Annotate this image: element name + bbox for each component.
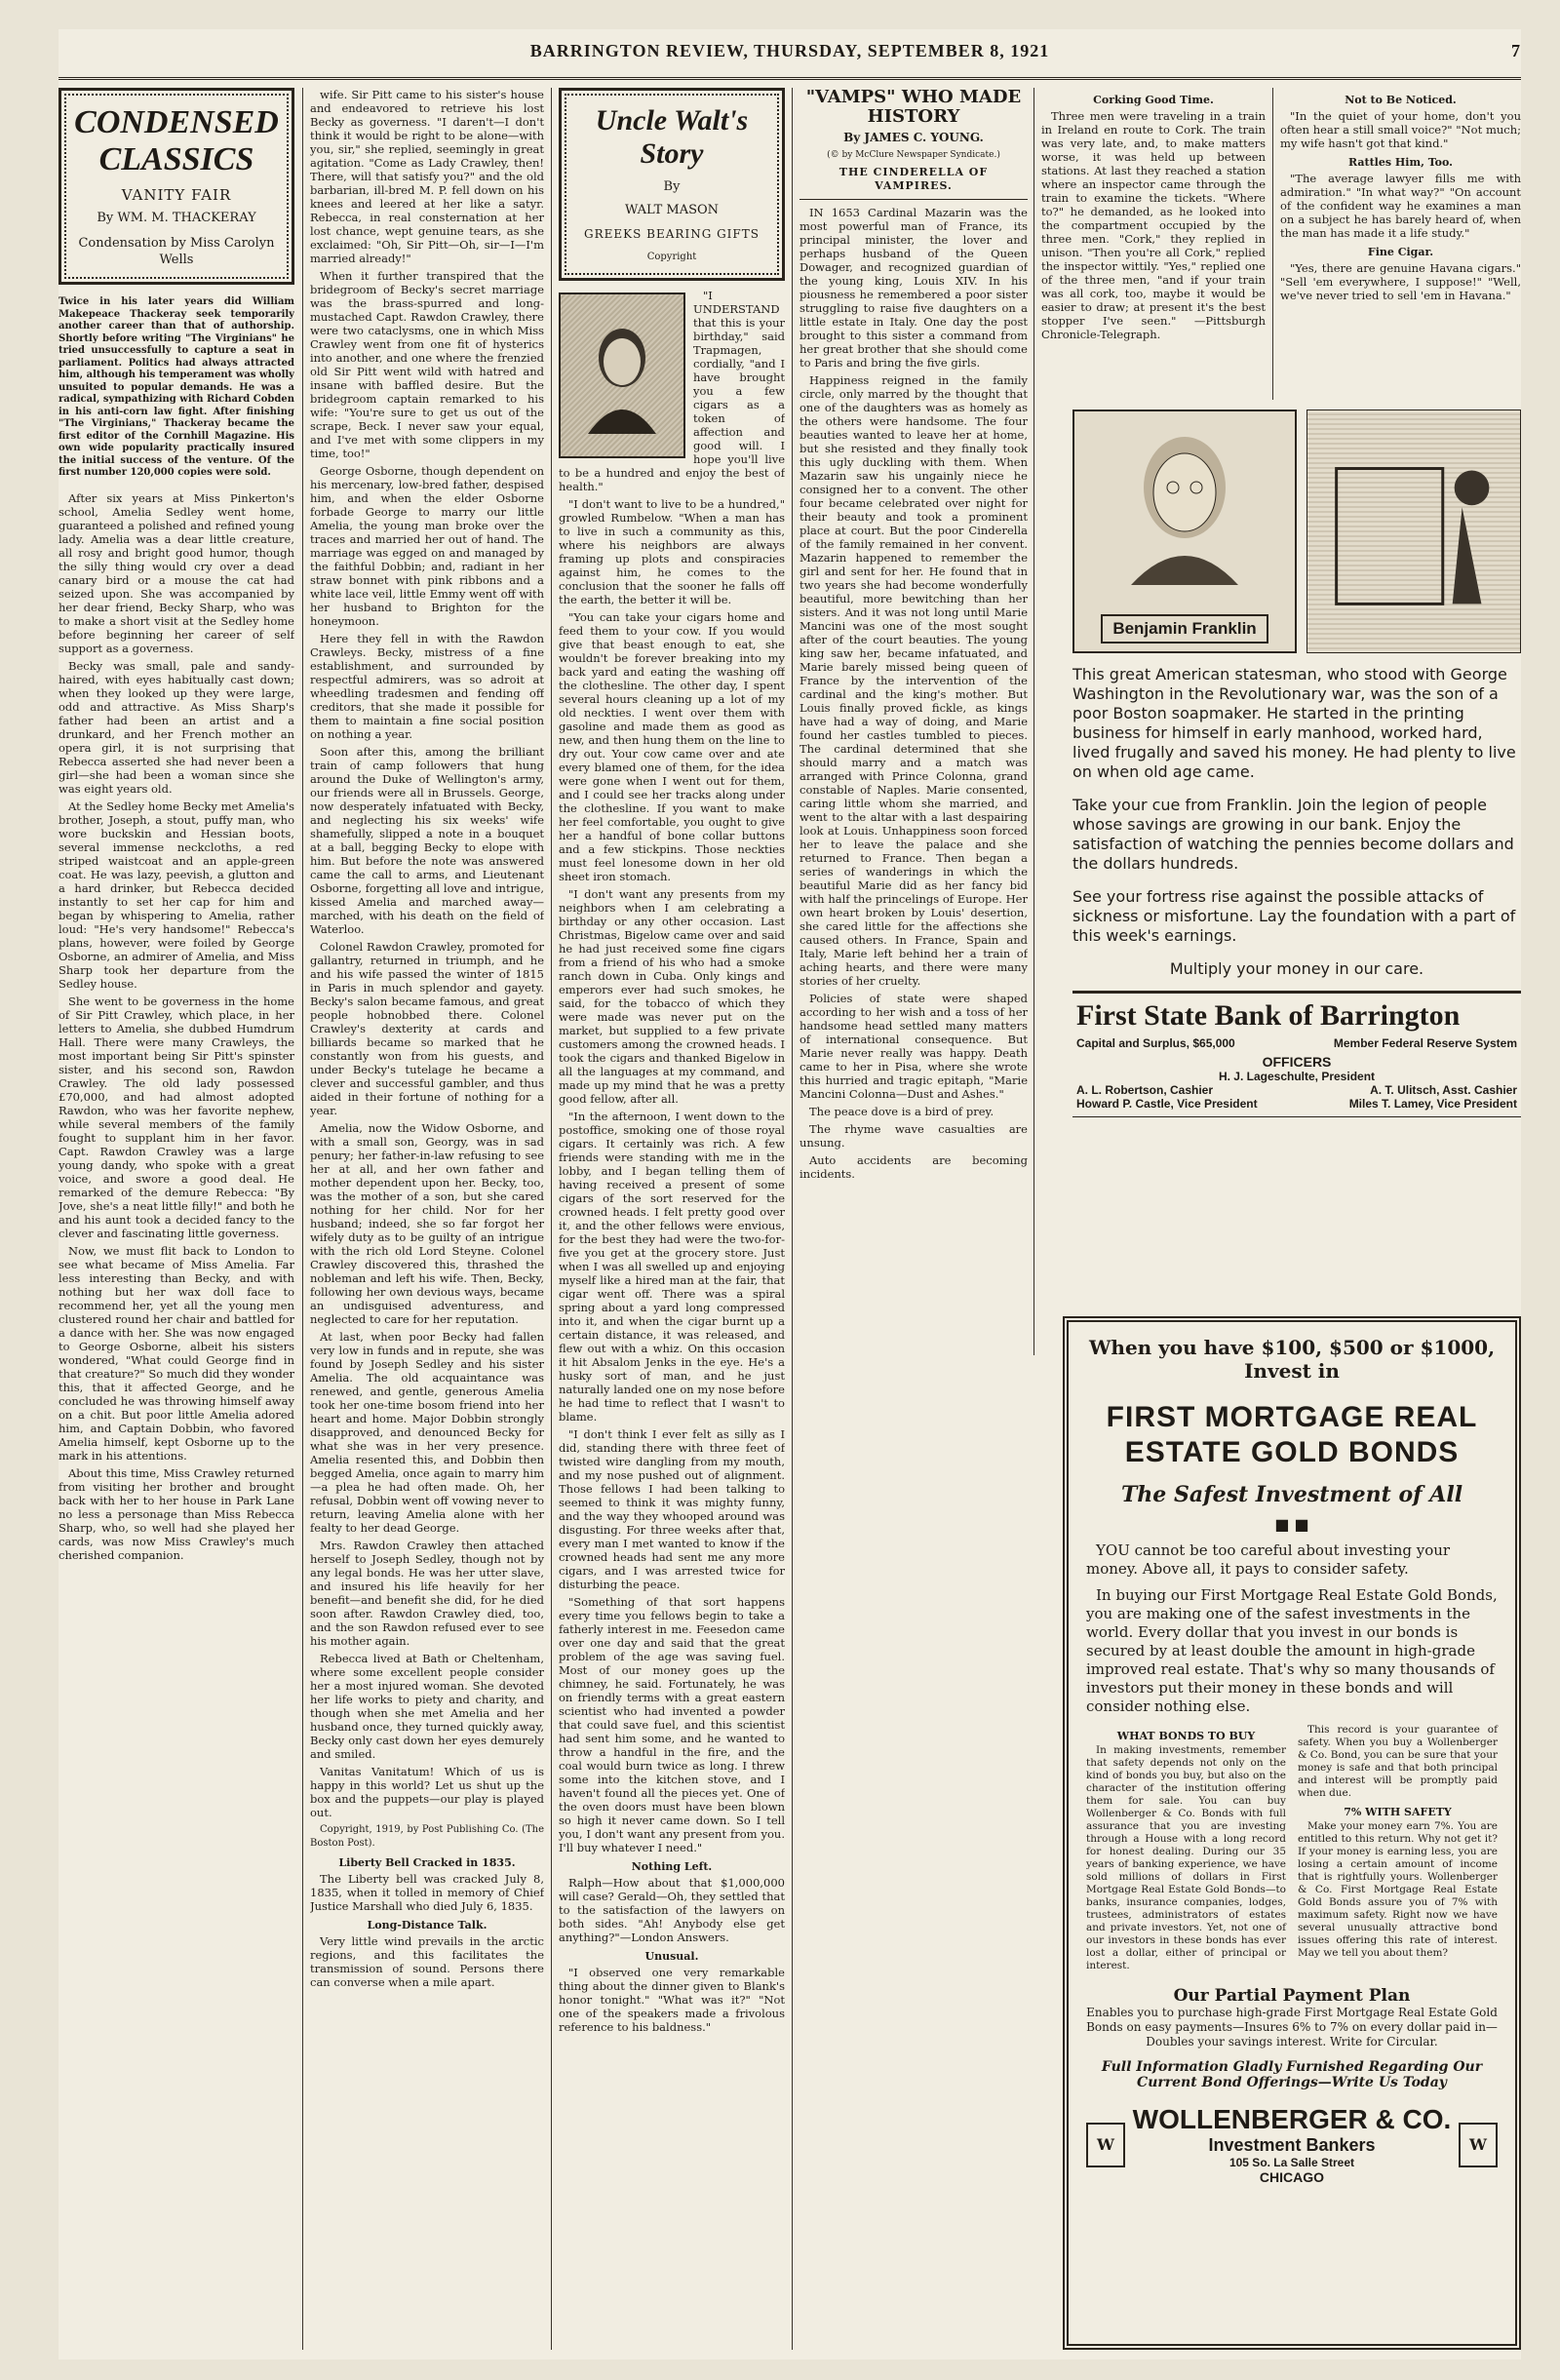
bank-capital-row: [1076, 1036, 1517, 1050]
vamps-title: "VAMPS" WHO MADE HISTORY: [805, 88, 1022, 127]
liberty-bell-headline: Liberty Bell Cracked in 1835.: [338, 1856, 516, 1869]
bank-name: First State Bank of Barrington: [1076, 999, 1461, 1032]
column-rule: [302, 88, 303, 2350]
bond-tagline: The Safest Investment of All: [1120, 1482, 1463, 1507]
firm-block: [1133, 2104, 1452, 2185]
firm-shield-icon: W: [1459, 2123, 1498, 2167]
vamps-author: By JAMES C. YOUNG.: [843, 131, 984, 144]
franklin-portrait: [1072, 410, 1297, 653]
bond-title: FIRST MORTGAGE REAL ESTATE GOLD BONDS: [1106, 1401, 1478, 1468]
walt-subtitle: GREEKS BEARING GIFTS: [584, 227, 760, 241]
vamps-copyright: (© by McClure Newspaper Syndicate.): [827, 150, 1000, 160]
corking-text: Three men were traveling in a train in Ireland en route to Cork. The train was very late, and, to make matters worse, it was held up between stations. At last they reached a station where an inspector came through the train to examine the tickets. "Where to?" he demanded, as he looked into the compartment occupied by the three men. "Cork," they replied in unison. "Then you're all Cork," replied the inspector wittily. "Yes," replied one of the three men, "and if your train was all cork, too, maybe it would be easier to draw; at present it's the best stopper I've seen." —Pittsburgh Chronicle-Telegraph.: [1041, 109, 1266, 341]
bond-lead: When you have $100, $500 or $1000, Invest in: [1088, 1336, 1496, 1383]
what-bonds-headline: WHAT BONDS TO BUY: [1116, 1730, 1256, 1742]
bank-advertisement: [1072, 410, 1521, 1307]
bank-officer: Miles T. Lamey, Vice President: [1348, 1097, 1517, 1111]
bank-officer: A. L. Robertson, Cashier: [1076, 1083, 1214, 1097]
bank-officers-row: [1076, 1083, 1517, 1097]
ornament-icon: ■ ■: [1274, 1515, 1309, 1534]
newspaper-page: [58, 29, 1521, 2360]
walt-by: By: [663, 179, 681, 194]
column-classics-continued: [310, 88, 544, 2350]
classics-paragraph: She went to be governess in the home of Sir Pitt Crawley, which place, in her letters to Amelia, she dubbed Humdrum Hall. There were many Crawleys, the most important being Sir Pitt's spinster sister, and his second son, Rawdon Crawley. The old lady possessed £70,000, and had almost adopted Rawdon, who was her favorite nephew, while several members of the family fought to supplant him in her favor. Capt. Rawdon Crawley was a large young dandy, who spoke with a great voice, and swore a good deal. He remarked of the demure Rebecca: "By Jove, she's a neat little filly!" and both he and his aunt took a decided fancy to the clever and fascinating little governess.: [58, 994, 294, 1240]
franklin-portrait-icon: [1112, 419, 1258, 585]
bond-details-left: [1086, 1724, 1286, 1976]
classics-paragraph: wife. Sir Pitt came to his sister's house and endeavored to retrieve his lost Becky as governess. "I daren't—I don't think it would be right to be alone—with you, sir," she replied, seemingly in great agitation. "Come as Lady Crawley, then! There, will that satisfy you?" and the old barbarian, ill-bred M. P. fell down on his knees and leered at her like a satyr. Rebecca, in real consternation at her lost chance, wept genuine tears, as she exclaimed: "Oh, Sir Pitt—Oh, sir—I—I'm married already!": [310, 88, 544, 265]
classics-paragraph: Amelia, now the Widow Osborne, and with a small son, Georgy, was in sad penury; her father-in-law refusing to see her at all, and her own father and mother dependent upon her. Becky, too, was the mother of a son, but she cared nothing for her child. Nor for her husband; indeed, she so far forgot her wifely duty as to be guilty of an intrigue with the rich old Lord Steyne. Colonel Crawley discovered this, thrashed the nobleman and left his wife. Then, Becky, following her own devious ways, became an undisguised adventuress, and neglected to care for her reputation.: [310, 1121, 544, 1326]
bank-nameplate: [1072, 991, 1521, 1117]
classics-intro: Twice in his later years did William Makepeace Thackeray seek temporarily another career than that of authorship. Shortly before writing "The Virginians" he tried unsuccessfully to capture a seat in parliament. Politics had always attracted him, although his temperament was wholly unsuited to popular demands. He was a radical, sympathizing with Richard Cobden in his anti-corn law fight. After finishing "The Virginians," Thackeray became the first editor of the Cornhill Magazine. His own wide popularity practically insured the initial success of the venture. Of the first number 120,000 copies were sold.: [58, 296, 294, 478]
column-vamps: [800, 88, 1028, 1355]
bank-ad-images: [1072, 410, 1521, 653]
not-noticed-text: "In the quiet of your home, don't you often hear a still small voice?" "Not much; my wife hasn't got that kind.": [1280, 109, 1521, 150]
bank-officers-row: [1076, 1097, 1517, 1111]
column-rule: [551, 88, 552, 2350]
condensed-classics-box: [58, 88, 294, 285]
walt-paragraph: "I don't think I ever felt as silly as I did, standing there with three feet of twisted wire dangling from my mouth, and my nose pushed out of alignment. Those fellows I had been talking to seemed to think it was mighty funny, and the way they whooped around was disgusting. For three weeks after that, every man I met wanted to know if the crowned heads had sent me any more cigars, and I was arrested twice for disturbing the peace.: [559, 1427, 785, 1591]
uncle-walt-title: Uncle Walt's Story: [595, 104, 749, 170]
page-number: 7: [1511, 41, 1521, 60]
vamps-header: [800, 88, 1028, 200]
seven-percent-headline: 7% WITH SAFETY: [1344, 1806, 1452, 1818]
column-uncle-walt: [559, 88, 785, 2350]
guarantee-text: This record is your guarantee of safety. When you buy a Wollenberger & Co. Bond, you can be sure that your money is safe and that both principal and interest will be promptly paid when due.: [1298, 1724, 1498, 1799]
corking-headline: Corking Good Time.: [1093, 94, 1214, 106]
column-corking: [1041, 88, 1266, 400]
bank-copy-1: This great American statesman, who stood with George Washington in the Revolutionary war, was the son of a poor Boston soapmaker. He started in the printing business for himself in early manhood, worked hard, lived frugally and saved his money. He had plenty to live on when old age came.: [1072, 665, 1516, 781]
firm-sub: Investment Bankers: [1208, 2135, 1376, 2155]
column-condensed-classics: [58, 88, 294, 2350]
what-bonds-text: In making investments, remember that safety depends not only on the kind of bonds you buy, but also on the character of the institution offering them for sale. You can buy Wollenberger & Co. Bonds with full assurance that you are investing through a House with a long record for honest dealing. During our 35 years of banking experience, we have sold millions of dollars in First Mortgage Real Estate Gold Bonds—to banks, insurance companies, lodges, trustees, administrators of estates and private investors. Yet, not one of our investors in these bonds has ever lost a dollar, either of principal or interest.: [1086, 1744, 1286, 1971]
filler-line: The peace dove is a bird of prey.: [809, 1105, 994, 1118]
firm-city: CHICAGO: [1259, 2169, 1325, 2185]
bond-details-right: [1298, 1724, 1498, 1976]
masthead-title: BARRINGTON REVIEW, THURSDAY, SEPTEMBER 8, 1921: [529, 41, 1050, 60]
portrait-icon: [578, 317, 666, 434]
column-rule: [1272, 88, 1273, 400]
partial-payment-text: Enables you to purchase high-grade First Mortgage Real Estate Gold Bonds on easy payments—Insures 6% to 7% on every dollar paid in—Doubles your savings interest. Write for Circular.: [1086, 2006, 1498, 2048]
fine-cigar-headline: Fine Cigar.: [1367, 246, 1434, 258]
walt-paragraph: "In the afternoon, I went down to the postoffice, smoking one of those royal cigars. It certainly was rich. A few friends were standing with me in the lobby, and I began telling them of having received a present of some cigars of the sort reserved for the crowned heads. I felt pretty good over it, and the other fellows were envious, for the best they had were the two-for-five you get at the grocery store. Just when I was all swelled up and enjoying myself like a hired man at the fair, that cigar went off. There was a spiral spring about a yard long compressed into it, and when the cigar burnt up a certain distance, it was released, and flew out with a whiz. On this occasion it hit Absalom Jenks in the eye. He's a husky sort of man, and he just naturally landed one on my nose before he had time to reflect that I wasn't to blame.: [559, 1110, 785, 1424]
masthead: [58, 41, 1521, 80]
classics-paragraph: Vanitas Vanitatum! Which of us is happy in this world? Let us shut up the box and the puppets—our play is played out.: [310, 1765, 544, 1819]
walt-paragraph: "You can take your cigars home and feed them to your cow. If you would give that beast enough to eat, she wouldn't be forever breaking into my back yard and eating the washing off the clothesline. The other day, I spent several hours cleaning up a lot of my old neckties. I went over them with gasoline and made them as good as new, and then hung them on the line to dry out. Your cow came over and ate every blamed one of them, for the idea were gone when I went out for them, and I could see her tracks along under the clothesline. If you want to make her feel comfortable, you ought to give her a handful of bone collar buttons and a few stickpins. Those neckties must feel lonesome down in her old sheet iron stomach.: [559, 610, 785, 883]
filler-line: The rhyme wave casualties are unsung.: [800, 1122, 1028, 1150]
classics-author: By WM. M. THACKERAY: [97, 211, 256, 225]
bond-paragraph: In buying our First Mortgage Real Estate Gold Bonds, you are making one of the safest investments in the world. Every dollar that you invest in our bonds is secured by at least double the amount in high-grade improved real estate. That's why so many thousands of investors put their money in these bonds and will consider nothing else.: [1086, 1586, 1498, 1715]
firm-shield-icon: W: [1086, 2123, 1125, 2167]
classics-paragraph: Now, we must flit back to London to see what became of Miss Amelia. Far less interesting than Becky, and with nothing but her wax doll face to recommend her, yet all the young men clustered round her chair and battled for a dance with her. She was now engaged to George Osborne, albeit his sisters wondered, "What could George find in that creature?" So much did they wonder this, that it affected George, and he concluded he was throwing himself away on a chit. But poor little Amelia adored him, and Captain Dobbin, who favored Amelia himself, kept Osborne up to the mark in his attentions.: [58, 1243, 294, 1463]
unusual-text: "I observed one very remarkable thing about the dinner given to Blank's honor tonight." "What was it?" "Not one of the speakers made a frivolous reference to his baldness.": [559, 1966, 785, 2034]
bond-cta: Full Information Gladly Furnished Regarding Our Current Bond Offerings—Write Us Today: [1101, 2059, 1483, 2090]
classics-paragraph: When it further transpired that the bridegroom of Becky's secret marriage was the brass-spurred and long-mustached Capt. Rawdon Crawley, there were two cataclysms, one in which Miss Crawley went from one fit of hysterics into another, and one where the frenzied old Sir Pitt went wild with hatred and insane with baffled desire. But the bridegroom captain remarked to his wife: "You're sure to get us out of the scrape, Beck. I never saw your equal, and I've met with some clippers in my time, too!": [310, 269, 544, 460]
classics-paragraph: Rebecca lived at Bath or Cheltenham, where some excellent people consider her a most injured woman. She devoted her life works to piety and charity, and though when she met Amelia and her husband once, they turned quickly away, Becky only cast down her eyes demurely and smiled.: [310, 1652, 544, 1761]
liberty-bell-text: The Liberty bell was cracked July 8, 1835, when it tolled in memory of Chief Justice Marshall who died July 6, 1835.: [310, 1872, 544, 1913]
column-rule: [792, 88, 793, 2350]
classics-paragraph: Mrs. Rawdon Crawley then attached herself to Joseph Sedley, though not by any legal bonds. He was her utter slave, and insured his life heavily for her benefit—and benefit she did, for he died soon after. Rawdon Crawley died, too, and the son Rawdon refused ever to see his mother again.: [310, 1539, 544, 1648]
printing-press-icon: [1307, 410, 1520, 652]
filler-line: Auto accidents are becoming incidents.: [800, 1153, 1028, 1181]
printing-press-illustration: [1306, 410, 1521, 653]
classics-paragraph: Here they fell in with the Rawdon Crawleys. Becky, mistress of a fine establishment, and surrounded by respectful admirers, was so adroit at wheedling tradesmen and fending off creditors, that she made it possible for them to maintain a fine social position on nothing a year.: [310, 632, 544, 741]
walt-paragraph: "I UNDERSTAND that this is your birthday," said Trapmagen, cordially, "and I have brought you a few cigars as a token of affection and good will. I hope you'll live to be a hundred and enjoy the best of health.": [559, 289, 785, 493]
bond-details: [1086, 1724, 1498, 1976]
not-noticed-headline: Not to Be Noticed.: [1345, 94, 1457, 106]
unusual-headline: Unusual.: [644, 1950, 699, 1963]
bank-copy-2: Take your cue from Franklin. Join the legion of people whose savings are growing in our bank. Enjoy the satisfaction of watching the pennies become dollars and the dollars hundreds.: [1072, 796, 1514, 873]
walt-paragraph: "Something of that sort happens every time you fellows begin to take a fatherly interest in me. Feesedon came over one day and said that the great problem of the age was saving fuel. Most of our money goes up the chimney, he said. Fortunately, he was on friendly terms with a great eastern scientist who had invented a powder that could save fuel, and this scientist had sent him some, and he wanted to throw a handful in the fire, and the coal would burn twice as long. I threw some into the kitchen stove, and I haven't found all the pieces yet. One of the oven doors must have been blown so high it never came down. So I tell you, I don't want any present from you. I'll buy whatever I need.": [559, 1595, 785, 1854]
classics-paragraph: Becky was small, pale and sandy-haired, with eyes habitually cast down; when they looked up they were large, odd and attractive. As Miss Sharp's father had been an artist and a drunkard, and her French mother an opera girl, it is not surprising that Rebecca asserted she had never been a girl—she had been a woman since she was eight years old.: [58, 658, 294, 796]
nothing-left-text: Ralph—How about that $1,000,000 will case? Gerald—Oh, they settled that to the satisfaction of the lawyers on both sides. "Ah! Anybody else get anything?"—London Answers.: [559, 1876, 785, 1944]
fine-cigar-text: "Yes, there are genuine Havana cigars." "Sell 'em everywhere, I suppose!" "Well, we've never tried to sell 'em in Havana.": [1280, 261, 1521, 302]
walt-paragraph: "I don't want to live to be a hundred," growled Rumbelow. "When a man has to live in such a community as this, where his neighbors are always framing up plots and conspiracies against him, he comes to the conclusion that the sooner he falls off the earth, the better it will be.: [559, 497, 785, 606]
bank-copy: [1072, 665, 1521, 979]
uncle-walt-box: [559, 88, 785, 281]
rattles-headline: Rattles Him, Too.: [1348, 156, 1453, 169]
seven-percent-text: Make your money earn 7%. You are entitled to this return. Why not get it? If your money is earning less, you are losing a certain amount of income that is rightfully yours. Wollenberger & Co. First Mortgage Real Estate Gold Bonds assure you of 7% with maximum safety. Right now we have several unusually attractive bond issues offering this rate of interest. May we tell you about them?: [1298, 1820, 1498, 1959]
walt-mason-portrait: [559, 293, 685, 458]
walt-paragraph: "I don't want any presents from my neighbors when I am celebrating a birthday or any other occasion. Last Christmas, Bigelow came over and said he had just received some fine cigars from a friend of his who had a smoke ranch down in Cuba. Only kings and emperors ever had such smokes, he said, for the tobacco of which they were made was never put on the market, but supplied to a few private customers among the crowned heads. I took the cigars and thanked Bigelow in all the languages at my command, and made up my mind that he was a pretty good fellow, after all.: [559, 887, 785, 1106]
classics-paragraph: Colonel Rawdon Crawley, promoted for gallantry, returned in triumph, and he and his wife passed the winter of 1815 in Paris in much splendor and gayety. Becky's salon became famous, and great people hobnobbed there. Colonel Crawley's dexterity at cards and billiards became so marked that he constantly won from his guests, and under Becky's tutelage he became a clever and successful gambler, and thus aided in their fortune of nothing for a year.: [310, 940, 544, 1117]
franklin-label: Benjamin Franklin: [1101, 614, 1268, 644]
nothing-left-headline: Nothing Left.: [631, 1860, 713, 1873]
bank-copy-4: Multiply your money in our care.: [1169, 959, 1424, 978]
classics-copyright: Copyright, 1919, by Post Publishing Co. (The Boston Post).: [310, 1824, 544, 1849]
vamps-paragraph: IN 1653 Cardinal Mazarin was the most powerful man of France, its principal minister, the lover and perhaps husband of the Queen Dowager, and recognized guardian of the young king, Louis XIV. In his piousness he remembered a poor sister struggling to raise five daughters on a little estate in Italy. One day the post brought to this sister a command from her great brother that she should come to Paris and bring the five girls.: [800, 206, 1028, 370]
long-distance-headline: Long-Distance Talk.: [367, 1919, 488, 1931]
firm-name: WOLLENBERGER & CO.: [1132, 2104, 1452, 2134]
bank-capital: Capital and Surplus, $65,000: [1076, 1036, 1235, 1050]
column-shorts: [1280, 88, 1521, 400]
firm-address: 105 So. La Salle Street: [1228, 2156, 1355, 2169]
classics-subtitle: VANITY FAIR: [121, 186, 232, 204]
classics-paragraph: At the Sedley home Becky met Amelia's brother, Joseph, a stout, puffy man, who wore buckskin and Hessian boots, several immense neckcloths, a red striped waistcoat and an apple-green coat. He was lazy, peevish, a glutton and a hard drinker, but Rebecca decided instantly to set her cap for him and began by whispering to Amelia, rather loud: "He's very handsome!" Rebecca's plans, however, were foiled by George Osborne, an admirer of Amelia, and Miss Sharp took her departure from the Sedley house.: [58, 799, 294, 991]
bank-officer: Howard P. Castle, Vice President: [1076, 1097, 1258, 1111]
classics-paragraph: George Osborne, though dependent on his mercenary, low-bred father, despised him, and when the elder Osborne forbade George to marry our little Amelia, the young man broke over the traces and married her out of hand. The marriage was egged on and managed by the faithful Dobbin; and, radiant in her straw bonnet with pink ribbons and a white lace veil, little Emmy went off with her husband to Brighton for the honeymoon.: [310, 464, 544, 628]
bank-officer: A. T. Ulitsch, Asst. Cashier: [1370, 1083, 1517, 1097]
bank-officers-head: OFFICERS: [1262, 1054, 1332, 1070]
firm-signature: [1086, 2104, 1498, 2185]
long-distance-text: Very little wind prevails in the arctic regions, and this facilitates the transmission of sound. Persons there can converse when a mile apart.: [310, 1934, 544, 1989]
rattles-text: "The average lawyer fills me with admiration." "In what way?" "On account of the confident way he examines a man on a subject he has barely heard of, when the man has made it a life study.": [1280, 172, 1521, 240]
classics-paragraph: Soon after this, among the brilliant train of camp followers that hung around the Duke of Wellington's army, our friends were all in Brussels. George, now desperately infatuated with Becky, and neglecting his six weeks' wife shamefully, slipped a note in a bouquet at a ball, begging Becky to elope with him. But before the note was answered came the call to arms, and Lieutenant Osborne, forgetting all love and intrigue, kissed Amelia and marched away—marched, with his death on the field of Waterloo.: [310, 745, 544, 936]
bank-officer: H. J. Lageschulte, President: [1218, 1070, 1376, 1083]
bank-copy-3: See your fortress rise against the possible attacks of sickness or misfortune. Lay the foundation with a part of this week's earnings.: [1072, 887, 1516, 945]
classics-paragraph: About this time, Miss Crawley returned from visiting her brother and brought back with her to her house in Park Lane no less a personage than Miss Rebecca Sharp, who, so well had she played her cards, was now Miss Crawley's much cherished companion.: [58, 1465, 294, 1562]
walt-copyright: Copyright: [646, 252, 697, 262]
condensed-classics-title: CONDENSED CLASSICS: [74, 104, 279, 177]
vamps-paragraph: Policies of state were shaped according to her wish and a toss of her handsome head settled many matters of international consequence. But Marie never really was happy. Death came to her in Pisa, where she wrote this hurried and tragic epitaph, "Marie Mancini Colonna—Dust and Ashes.": [800, 992, 1028, 1101]
bond-paragraph: YOU cannot be too careful about investing your money. Above all, it pays to consider safety.: [1086, 1541, 1451, 1578]
vamps-paragraph: Happiness reigned in the family circle, only marred by the thought that one of the daughters was as homely as the others were handsome. The four beauties wanted to leave her at home, but she resisted and they finally took this ugly duckling with them. When Mazarin saw his ungainly niece he consigned her to a convent. The other four became celebrated over night for their beauty and took a prominent place at court. But the poor Cinderella of the family remained in her convent. Mazarin happened to remember the girl and sent for her. He found that in two years she had become wonderfully beautiful, more bewitching than her sisters. And it was not long until Marie Mancini was one of the most sought after of the court beauties. The young king saw her, became infatuated, and Marie barely missed being queen of France by the intervention of the cardinal and the king's mother. But Louis finally proved fickle, as kings have had a way of doing, and Marie found her castles tumbled to pieces. The cardinal determined that she should marry and a match was arranged with Prince Colonna, grand constable of Naples. Marie consented, caring little whom she married, and went to the altar with a last despairing look at Louis. Unhappiness soon forced her to leave the palace and she returned to France. Then began a series of wanderings in which the beautiful Marie did as her fancy bid with half the princelings of Europe. Her own heart broken by Louis' desertion, she cared little for the affections she caused others. In France, Spain and Italy, Marie left behind her a train of aching hearts, and there were many stories of her cruelty.: [800, 373, 1028, 988]
classics-condensation: Condensation by Miss Carolyn Wells: [78, 236, 275, 267]
classics-paragraph: After six years at Miss Pinkerton's school, Amelia Sedley went home, guaranteed a polished and refined young lady. Amelia was a dear little creature, all rosy and bright good humor, though the silly thing would cry over a dead canary bird or a mouse the cat had seized upon. She was accompanied by her dear friend, Becky Sharp, who was to make a short visit at the Sedley home before beginning her career of self support as a governess.: [58, 490, 294, 655]
bank-member: Member Federal Reserve System: [1333, 1036, 1517, 1050]
walt-author: WALT MASON: [624, 203, 720, 217]
classics-paragraph: At last, when poor Becky had fallen very low in funds and in repute, she was found by Joseph Sedley and his sister Amelia. The old acquaintance was renewed, and gentle, generous Amelia took her one-time bosom friend into her heart and home. Major Dobbin strongly disapproved, and denounced Becky for what she was in her very presence. Amelia resented this, and Dobbin then begged Amelia, once again to marry him—a plea he had often made. Oh, her refusal, Dobbin went off vowing never to return, leaving Amelia alone with her fealty to her dead George.: [310, 1330, 544, 1535]
partial-payment-headline: Our Partial Payment Plan: [1173, 1986, 1411, 2006]
vamps-kicker: THE CINDERELLA OF VAMPIRES.: [838, 166, 989, 192]
bond-advertisement: [1063, 1316, 1521, 2350]
